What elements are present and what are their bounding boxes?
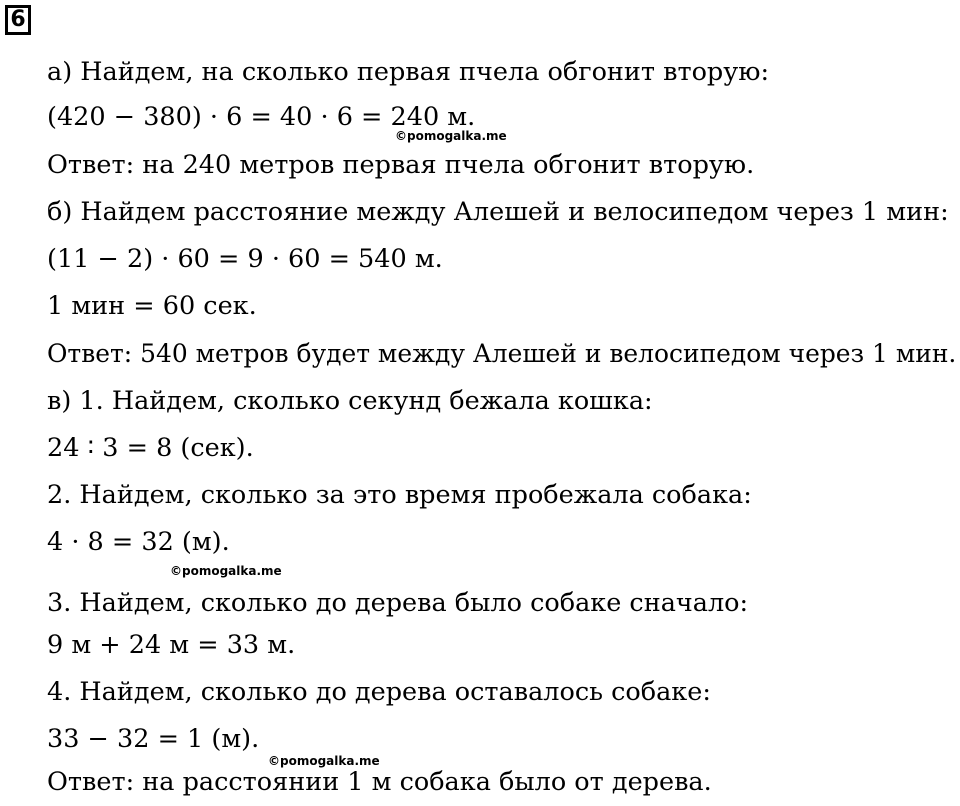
- solution-line-a-heading: а) Найдем, на сколько первая пчела обгонит вторую:: [47, 57, 770, 87]
- watermark: ©pomogalka.me: [170, 564, 282, 578]
- solution-line-b-convert: 1 мин = 60 сек.: [47, 291, 257, 321]
- solution-line-c-step1: в) 1. Найдем, сколько секунд бежала кошка:: [47, 386, 653, 416]
- solution-line-b-heading: б) Найдем расстояние между Алешей и велосипедом через 1 мин:: [47, 197, 949, 227]
- solution-line-c-calc2: 4 · 8 = 32 (м).: [47, 527, 230, 557]
- solution-line-c-calc1: 24 ∶ 3 = 8 (сек).: [47, 433, 254, 463]
- solution-line-c-answer: Ответ: на расстоянии 1 м собака было от дерева.: [47, 767, 712, 797]
- solution-line-a-answer: Ответ: на 240 метров первая пчела обгонит вторую.: [47, 150, 755, 180]
- solution-line-c-step3: 3. Найдем, сколько до дерева было собаке сначало:: [47, 588, 749, 618]
- solution-line-c-step2: 2. Найдем, сколько за это время пробежала собака:: [47, 480, 752, 510]
- solution-line-c-calc4: 33 − 32 = 1 (м).: [47, 724, 260, 754]
- solution-line-c-calc3: 9 м + 24 м = 33 м.: [47, 630, 296, 660]
- watermark: ©pomogalka.me: [268, 754, 380, 768]
- solution-line-b-calc: (11 − 2) · 60 = 9 · 60 = 540 м.: [47, 244, 443, 274]
- solution-line-b-answer: Ответ: 540 метров будет между Алешей и велосипедом через 1 мин.: [47, 339, 957, 369]
- task-number-badge: 6: [5, 5, 31, 35]
- watermark: ©pomogalka.me: [395, 129, 507, 143]
- solution-line-c-step4: 4. Найдем, сколько до дерева оставалось собаке:: [47, 677, 711, 707]
- solution-line-a-calc: (420 − 380) · 6 = 40 · 6 = 240 м.: [47, 102, 476, 132]
